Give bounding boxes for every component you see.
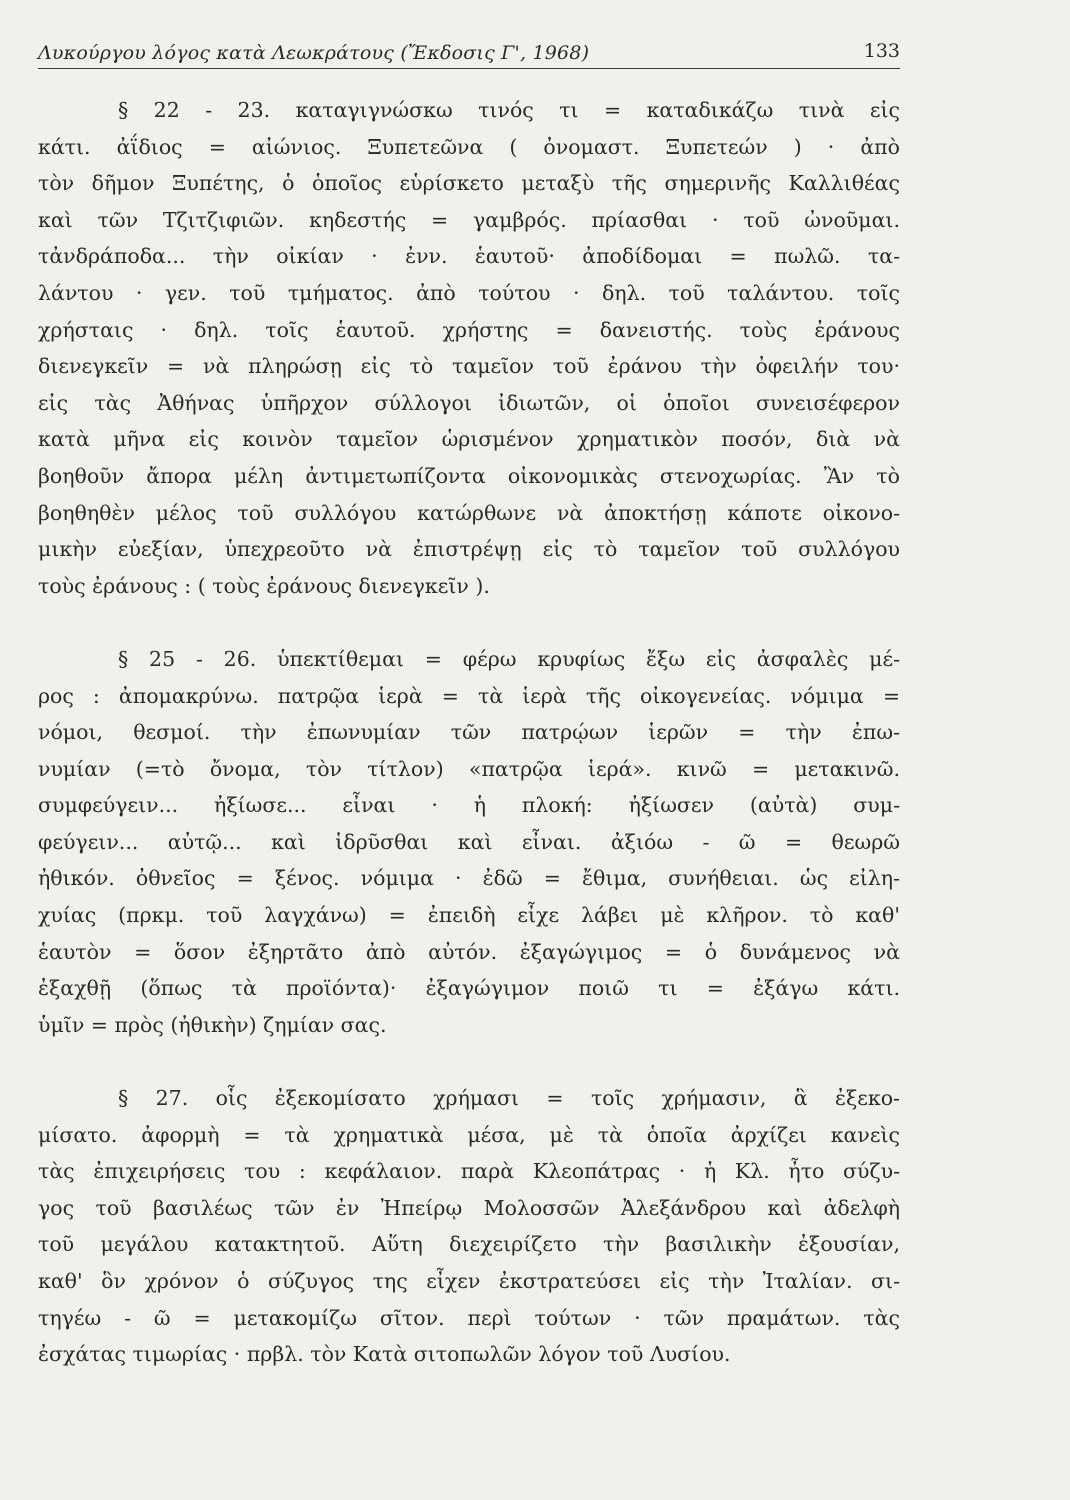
running-title: Λυκούργου λόγος κατὰ Λεωκράτους (Ἔκδοσις Γ', 1968): [38, 42, 590, 64]
text-line: τὰς ἐπιχειρήσεις του : κεφάλαιον. παρὰ Κλεοπάτρας · ἡ Κλ. ἦτο σύζυ-: [38, 1159, 900, 1184]
text-line: ἑαυτὸν = ὅσον ἐξηρτᾶτο ἀπὸ αὐτόν. ἐξαγώγιμος = ὁ δυνάμενος νὰ: [38, 939, 900, 964]
text-line: χρήσταις · δηλ. τοῖς ἑαυτοῦ. χρήστης = δανειστής. τοὺς ἐράνους: [38, 317, 900, 342]
text-line: λάντου · γεν. τοῦ τμήματος. ἀπὸ τούτου · δηλ. τοῦ ταλάντου. τοῖς: [38, 280, 900, 305]
text-line: τὸν δῆμον Ξυπέτης, ὁ ὁποῖος εὑρίσκετο μεταξὺ τῆς σημερινῆς Καλλιθέας: [38, 171, 900, 196]
text-line: γος τοῦ βασιλέως τῶν ἐν Ἠπείρῳ Μολοσσῶν Ἀλεξάνδρου καὶ ἀδελφὴ: [38, 1195, 900, 1220]
text-line: τηγέω - ῶ = μετακομίζω σῖτον. περὶ τούτων · τῶν πραμάτων. τὰς: [38, 1305, 900, 1330]
text-line: κατὰ μῆνα εἰς κοινὸν ταμεῖον ὡρισμένον χρηματικὸν ποσόν, διὰ νὰ: [38, 427, 900, 452]
text-line: νυμίαν (=τὸ ὄνομα, τὸν τίτλον) «πατρῷα ἱερά». κινῶ = μετακινῶ.: [38, 756, 900, 781]
text-line: μικὴν εὐεξίαν, ὑπεχρεοῦτο νὰ ἐπιστρέψῃ εἰς τὸ ταμεῖον τοῦ συλλόγου: [38, 537, 900, 562]
text-line: ἐσχάτας τιμωρίας · πρβλ. τὸν Κατὰ σιτοπωλῶν λόγον τοῦ Λυσίου.: [38, 1342, 731, 1367]
text-line: τἀνδράποδα... τὴν οἰκίαν · ἐνν. ἑαυτοῦ· ἀποδίδομαι = πωλῶ. τα-: [38, 244, 900, 269]
text-line: ἐξαχθῇ (ὅπως τὰ προϊόντα)· ἐξαγώγιμον ποιῶ τι = ἐξάγω κάτι.: [38, 976, 900, 1001]
text-line: καθ' ὃν χρόνον ὁ σύζυγος της εἶχεν ἐκστρατεύσει εἰς τὴν Ἰταλίαν. σι-: [38, 1269, 900, 1293]
text-line: § 27. οἷς ἐξεκομίσατο χρήμασι = τοῖς χρήμασιν, ἃ ἐξεκο-: [118, 1086, 900, 1111]
text-line: § 25 - 26. ὑπεκτίθεμαι = φέρω κρυφίως ἔξω εἰς ἀσφαλὲς μέ-: [118, 646, 900, 671]
paragraph-section-22-23: [38, 92, 900, 604]
paragraph-spacer: [38, 1043, 900, 1080]
text-line: φεύγειν... αὐτῷ... καὶ ἱδρῦσθαι καὶ εἶναι. ἀξιόω - ῶ = θεωρῶ: [38, 829, 900, 854]
text-line: ὑμῖν = πρὸς (ἠθικὴν) ζημίαν σας.: [38, 1012, 387, 1037]
text-line: νόμοι, θεσμοί. τὴν ἐπωνυμίαν τῶν πατρῴων ἱερῶν = τὴν ἐπω-: [38, 720, 900, 745]
commentary-body: [38, 92, 900, 1373]
text-line: ἠθικόν. ὀθνεῖος = ξένος. νόμιμα · ἐδῶ = ἔθιμα, συνήθειαι. ὡς εἰλη-: [38, 866, 900, 891]
text-line: μίσατο. ἀφορμὴ = τὰ χρηματικὰ μέσα, μὲ τὰ ὁποῖα ἀρχίζει κανεὶς: [38, 1122, 900, 1147]
paragraph-section-27: [38, 1080, 900, 1373]
text-line: καὶ τῶν Τζιτζιφιῶν. κηδεστής = γαμβρός. πρίασθαι · τοῦ ὠνοῦμαι.: [38, 207, 900, 232]
paragraph-spacer: [38, 604, 900, 641]
text-line: εἰς τὰς Ἀθήνας ὑπῆρχον σύλλογοι ἰδιωτῶν, οἱ ὁποῖοι συνεισέφερον: [38, 390, 900, 415]
text-line: ρος : ἀπομακρύνω. πατρῷα ἱερὰ = τὰ ἱερὰ τῆς οἰκογενείας. νόμιμα =: [38, 683, 900, 708]
running-head: [38, 38, 900, 69]
text-line: κάτι. ἀΐδιος = αἰώνιος. Ξυπετεῶνα ( ὀνομαστ. Ξυπετεών ) · ἀπὸ: [38, 134, 900, 159]
text-line: διενεγκεῖν = νὰ πληρώσῃ εἰς τὸ ταμεῖον τοῦ ἐράνου τὴν ὀφειλήν του·: [38, 354, 900, 379]
text-line: βοηθοῦν ἄπορα μέλη ἀντιμετωπίζοντα οἰκονομικὰς στενοχωρίας. Ἂν τὸ: [38, 463, 900, 488]
text-line: § 22 - 23. καταγιγνώσκω τινός τι = καταδικάζω τινὰ εἰς: [118, 98, 900, 122]
text-line: χυίας (πρκμ. τοῦ λαγχάνω) = ἐπειδὴ εἶχε λάβει μὲ κλῆρον. τὸ καθ': [38, 903, 900, 928]
text-line: βοηθηθὲν μέλος τοῦ συλλόγου κατώρθωνε νὰ ἀποκτήσῃ κάποτε οἰκονο-: [38, 500, 900, 525]
text-line: συμφεύγειν... ἠξίωσε... εἶναι · ἡ πλοκή: ἠξίωσεν (αὐτὰ) συμ-: [38, 793, 900, 818]
text-line: τοὺς ἐράνους : ( τοὺς ἐράνους διενεγκεῖν ).: [38, 573, 490, 598]
text-line: τοῦ μεγάλου κατακτητοῦ. Αὕτη διεχειρίζετο τὴν βασιλικὴν ἐξουσίαν,: [38, 1232, 900, 1257]
page-number: 133: [863, 40, 900, 62]
paragraph-section-25-26: [38, 641, 900, 1044]
